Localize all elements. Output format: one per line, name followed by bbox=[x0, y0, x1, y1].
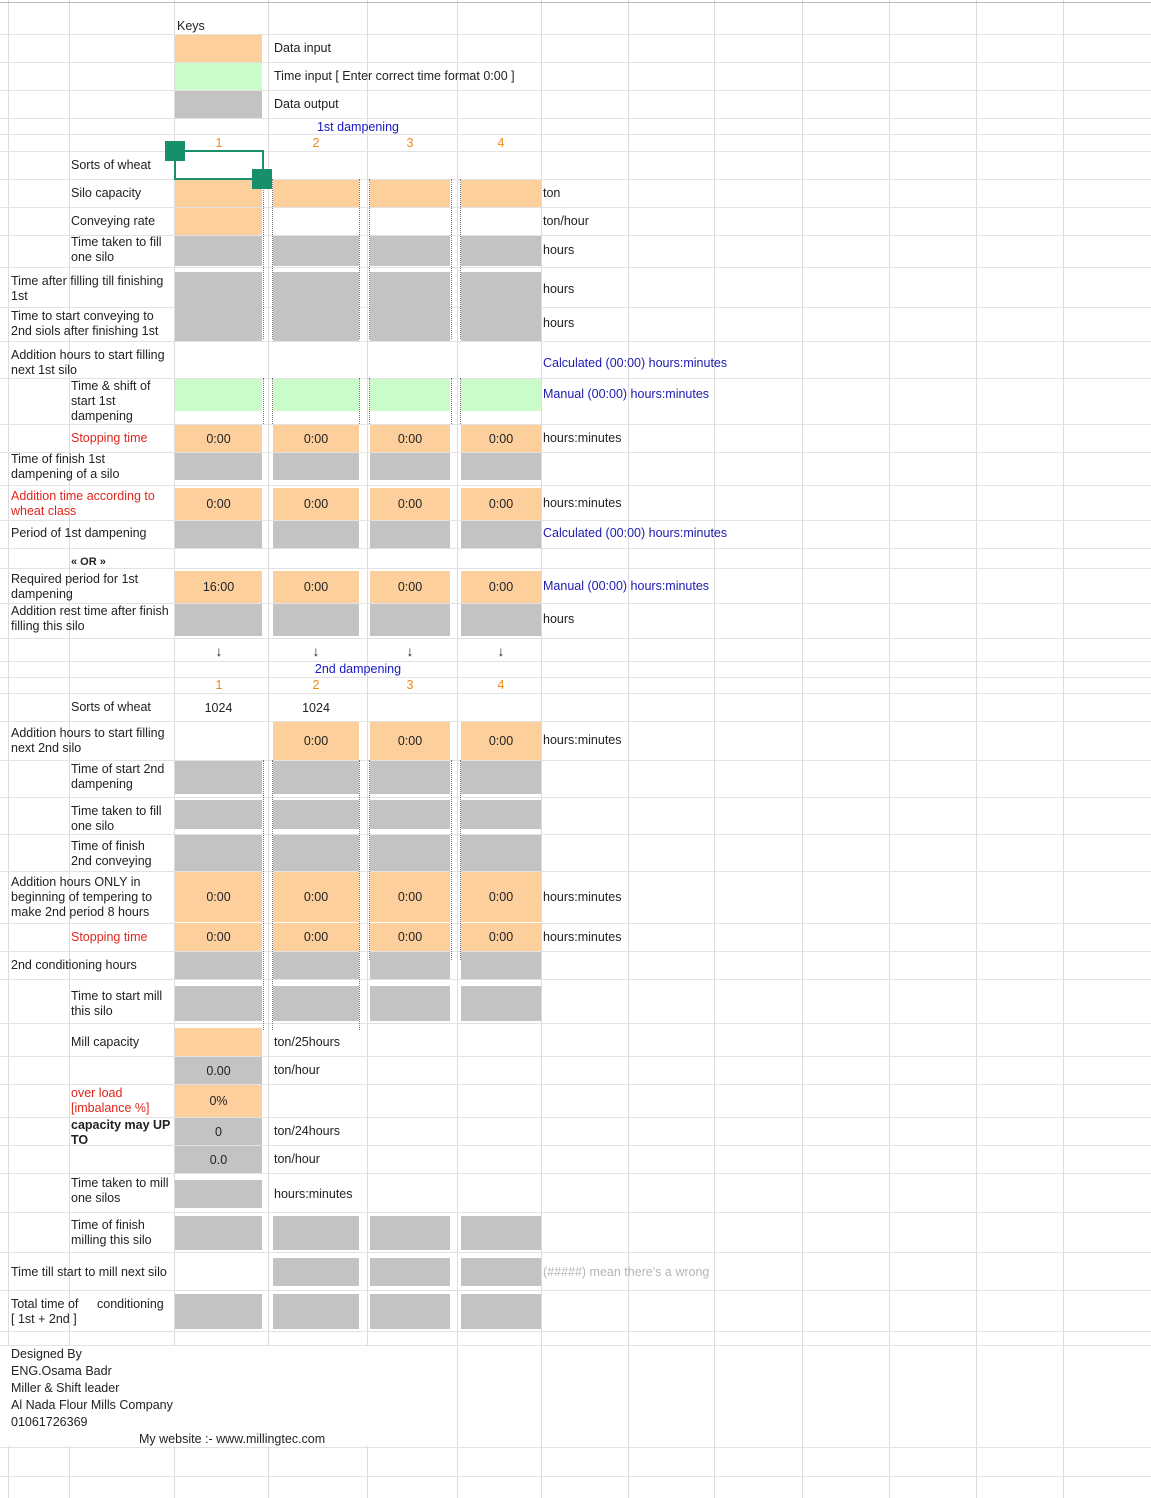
add-only-input-1[interactable]: 0:00 bbox=[175, 872, 262, 922]
cond-hours-output-3 bbox=[370, 952, 450, 979]
after-fill-output-3 bbox=[370, 272, 450, 341]
conveying-rate-input-1[interactable] bbox=[175, 208, 262, 235]
rest-output-2 bbox=[273, 604, 359, 636]
required-period-input-1[interactable]: 16:00 bbox=[175, 571, 262, 603]
key-swatch-output bbox=[175, 91, 262, 118]
label-finish-2nd-conveying: Time of finish 2nd conveying bbox=[71, 839, 152, 868]
time-fill-2-output-3 bbox=[370, 800, 450, 829]
arrow-down-icon: ↓ bbox=[312, 643, 320, 659]
footer-website[interactable]: My website :- www.millingtec.com bbox=[139, 1432, 326, 1446]
keys-title: Keys bbox=[177, 19, 205, 33]
cond-hours-output-1 bbox=[175, 952, 262, 979]
add-class-input-1[interactable]: 0:00 bbox=[175, 488, 262, 520]
unit-hm-only: hours:minutes bbox=[543, 890, 622, 904]
start-2nd-output-4 bbox=[461, 761, 541, 794]
time-fill-2-output-1 bbox=[175, 800, 262, 829]
label-shift-start: Time & shift of start 1st dampening bbox=[71, 379, 151, 423]
stopping-time-2-input-4[interactable]: 0:00 bbox=[461, 923, 541, 951]
after-fill-output-2 bbox=[273, 272, 359, 341]
finish-mill-output-1 bbox=[175, 1216, 262, 1250]
or-separator: « OR » bbox=[71, 556, 106, 568]
overload-input[interactable]: 0% bbox=[175, 1085, 262, 1117]
sorts-value-1: 1024 bbox=[204, 700, 233, 715]
label-total-c: [ 1st + 2nd ] bbox=[11, 1312, 77, 1326]
unit-calculated-1: Calculated (00:00) hours:minutes bbox=[543, 356, 728, 370]
silo-capacity-input-1[interactable] bbox=[175, 180, 262, 207]
finish-mill-output-4 bbox=[461, 1216, 541, 1250]
total-output-3 bbox=[370, 1294, 450, 1329]
selection-range[interactable] bbox=[174, 150, 264, 180]
add-only-input-3[interactable]: 0:00 bbox=[370, 872, 450, 922]
label-after-fill: Time after filling till finishing 1st bbox=[11, 274, 164, 303]
finish-conv-output-4 bbox=[461, 835, 541, 871]
finish-1st-output-3 bbox=[370, 453, 450, 480]
stopping-time-1-input-4[interactable]: 0:00 bbox=[461, 425, 541, 452]
arrow-down-icon: ↓ bbox=[215, 643, 223, 659]
label-rest-time: Addition rest time after finish filling this silo bbox=[11, 604, 169, 633]
stopping-time-2-input-2[interactable]: 0:00 bbox=[273, 923, 359, 951]
stopping-time-2-input-1[interactable]: 0:00 bbox=[175, 923, 262, 951]
label-till-next: Time till start to mill next silo bbox=[11, 1265, 167, 1279]
period-output-4 bbox=[461, 521, 541, 548]
label-capacity-up-to: capacity may UP TO bbox=[71, 1118, 171, 1147]
unit-manual-2: Manual (00:00) hours:minutes bbox=[543, 579, 710, 593]
silo-capacity-input-3[interactable] bbox=[370, 180, 450, 207]
label-required-period: Required period for 1st dampening bbox=[11, 572, 139, 601]
add-class-input-3[interactable]: 0:00 bbox=[370, 488, 450, 520]
time-fill-output-2 bbox=[273, 236, 359, 266]
shift-start-input-3[interactable] bbox=[370, 379, 450, 411]
stopping-time-1-input-1[interactable]: 0:00 bbox=[175, 425, 262, 452]
first-col-3: 3 bbox=[406, 136, 414, 150]
key-time-input-label: Time input [ Enter correct time format 0:00 ] bbox=[274, 69, 515, 83]
label-add-hours-2: Addition hours to start filling next 2nd silo bbox=[11, 726, 165, 755]
shift-start-input-2[interactable] bbox=[273, 379, 359, 411]
finish-1st-output-4 bbox=[461, 453, 541, 480]
till-next-output-2 bbox=[273, 1258, 359, 1286]
label-period-1st: Period of 1st dampening bbox=[11, 526, 147, 540]
second-col-2: 2 bbox=[312, 678, 320, 692]
second-dampening-header: 2nd dampening bbox=[314, 662, 402, 676]
stopping-time-2-input-3[interactable]: 0:00 bbox=[370, 923, 450, 951]
unit-calculated-2: Calculated (00:00) hours:minutes bbox=[543, 526, 728, 540]
time-mill-output bbox=[175, 1180, 262, 1208]
label-start-conveying: Time to start conveying to 2nd siols after finishing 1st bbox=[11, 309, 159, 338]
finish-conv-output-3 bbox=[370, 835, 450, 871]
unit-ton-hour-1: ton/hour bbox=[274, 1063, 320, 1077]
start-mill-output-1 bbox=[175, 986, 262, 1021]
label-finish-milling: Time of finish milling this silo bbox=[71, 1218, 152, 1247]
total-output-1 bbox=[175, 1294, 262, 1329]
after-fill-output-4 bbox=[461, 272, 541, 341]
add-only-input-4[interactable]: 0:00 bbox=[461, 872, 541, 922]
finish-conv-output-2 bbox=[273, 835, 359, 871]
key-data-output-label: Data output bbox=[274, 97, 339, 111]
after-fill-output-1 bbox=[175, 272, 262, 341]
required-period-input-4[interactable]: 0:00 bbox=[461, 571, 541, 603]
finish-1st-output-1 bbox=[175, 453, 262, 480]
footer-phone: 01061726369 bbox=[11, 1415, 88, 1429]
start-2nd-output-1 bbox=[175, 761, 262, 794]
label-silo-capacity: Silo capacity bbox=[71, 186, 142, 200]
unit-ton-24hours: ton/24hours bbox=[274, 1124, 341, 1138]
shift-start-input-4[interactable] bbox=[461, 379, 541, 411]
start-mill-output-2 bbox=[273, 986, 359, 1021]
label-mill-capacity: Mill capacity bbox=[71, 1035, 140, 1049]
unit-hours-2: hours bbox=[543, 282, 575, 296]
unit-ton: ton bbox=[543, 186, 561, 200]
first-col-4: 4 bbox=[497, 136, 505, 150]
rest-output-1 bbox=[175, 604, 262, 636]
finish-mill-output-3 bbox=[370, 1216, 450, 1250]
key-swatch-time bbox=[175, 63, 262, 90]
period-output-3 bbox=[370, 521, 450, 548]
till-next-output-4 bbox=[461, 1258, 541, 1286]
label-total-b: conditioning bbox=[97, 1297, 164, 1311]
second-col-3: 3 bbox=[406, 678, 414, 692]
error-note: (#####) mean there's a wrong bbox=[543, 1265, 710, 1279]
finish-mill-output-2 bbox=[273, 1216, 359, 1250]
finish-conv-output-1 bbox=[175, 835, 262, 871]
label-start-mill: Time to start mill this silo bbox=[71, 989, 163, 1018]
unit-hm-add: hours:minutes bbox=[543, 733, 622, 747]
total-output-4 bbox=[461, 1294, 541, 1329]
cond-hours-output-4 bbox=[461, 952, 541, 979]
label-add-only: Addition hours ONLY in beginning of tempering to make 2nd period 8 hours bbox=[11, 875, 153, 919]
label-total-a: Total time of bbox=[11, 1297, 79, 1311]
cond-hours-output-2 bbox=[273, 952, 359, 979]
selection-handle-start[interactable] bbox=[165, 141, 185, 161]
unit-ton-hour: ton/hour bbox=[543, 214, 589, 228]
start-mill-output-3 bbox=[370, 986, 450, 1021]
selection-handle-end[interactable] bbox=[252, 169, 272, 189]
label-finish-1st: Time of finish 1st dampening of a silo bbox=[11, 452, 120, 481]
time-fill-output-4 bbox=[461, 236, 541, 266]
unit-hm-mill: hours:minutes bbox=[274, 1187, 353, 1201]
capacity-hour-output: 0.0 bbox=[175, 1146, 262, 1173]
add-only-input-2[interactable]: 0:00 bbox=[273, 872, 359, 922]
capacity-24-output: 0 bbox=[175, 1118, 262, 1145]
label-time-mill: Time taken to mill one silos bbox=[71, 1176, 169, 1205]
label-sorts-of-wheat-1: Sorts of wheat bbox=[71, 158, 151, 172]
sorts-value-2: 1024 bbox=[302, 700, 330, 715]
second-col-4: 4 bbox=[497, 678, 505, 692]
label-over-load: over load [imbalance %] bbox=[71, 1086, 150, 1115]
mill-capacity-input[interactable] bbox=[175, 1028, 262, 1056]
add-class-input-4[interactable]: 0:00 bbox=[461, 488, 541, 520]
time-fill-output-1 bbox=[175, 236, 262, 266]
mill-rate-output: 0.00 bbox=[175, 1057, 262, 1084]
unit-ton-hour-2: ton/hour bbox=[274, 1152, 320, 1166]
label-sorts-of-wheat-2: Sorts of wheat bbox=[71, 700, 151, 714]
footer-name: ENG.Osama Badr bbox=[11, 1364, 112, 1378]
unit-hm-1: hours:minutes bbox=[543, 431, 622, 445]
first-col-1: 1 bbox=[215, 136, 223, 150]
time-fill-output-3 bbox=[370, 236, 450, 266]
shift-start-input-1[interactable] bbox=[175, 379, 262, 411]
unit-hm-2: hours:minutes bbox=[543, 496, 622, 510]
start-mill-output-4 bbox=[461, 986, 541, 1021]
stopping-time-1-input-3[interactable]: 0:00 bbox=[370, 425, 450, 452]
label-cond-hours: 2nd conditioning hours bbox=[11, 958, 137, 972]
total-output-2 bbox=[273, 1294, 359, 1329]
first-dampening-header: 1st dampening bbox=[316, 120, 399, 134]
label-time-fill-1: Time taken to fill one silo bbox=[71, 235, 162, 264]
arrow-down-icon: ↓ bbox=[497, 643, 505, 659]
silo-capacity-input-2[interactable] bbox=[273, 180, 359, 207]
stopping-time-1-input-2[interactable]: 0:00 bbox=[273, 425, 359, 452]
silo-capacity-input-4[interactable] bbox=[461, 180, 541, 207]
time-fill-2-output-4 bbox=[461, 800, 541, 829]
unit-ton-25hours: ton/25hours bbox=[274, 1035, 341, 1049]
key-swatch-input bbox=[175, 35, 262, 62]
required-period-input-3[interactable]: 0:00 bbox=[370, 571, 450, 603]
add-hours-2-input-3[interactable]: 0:00 bbox=[370, 722, 450, 760]
add-hours-2-input-2[interactable]: 0:00 bbox=[273, 722, 359, 760]
second-col-1: 1 bbox=[215, 678, 223, 692]
required-period-input-2[interactable]: 0:00 bbox=[273, 571, 359, 603]
period-output-1 bbox=[175, 521, 262, 548]
rest-output-3 bbox=[370, 604, 450, 636]
unit-hours-4: hours bbox=[543, 612, 575, 626]
add-class-input-2[interactable]: 0:00 bbox=[273, 488, 359, 520]
rest-output-4 bbox=[461, 604, 541, 636]
footer-designed: Designed By bbox=[11, 1347, 82, 1361]
add-hours-2-input-4[interactable]: 0:00 bbox=[461, 722, 541, 760]
period-output-2 bbox=[273, 521, 359, 548]
label-add-hours-1: Addition hours to start filling next 1st silo bbox=[11, 348, 165, 377]
label-start-2nd: Time of start 2nd dampening bbox=[71, 762, 165, 791]
start-2nd-output-2 bbox=[273, 761, 359, 794]
label-time-fill-2: Time taken to fill one silo bbox=[71, 804, 162, 833]
unit-hours-3: hours bbox=[543, 316, 575, 330]
till-next-output-3 bbox=[370, 1258, 450, 1286]
finish-1st-output-2 bbox=[273, 453, 359, 480]
label-add-time-class: Addition time according to wheat class bbox=[11, 489, 155, 518]
footer-company: Al Nada Flour Mills Company bbox=[11, 1398, 173, 1412]
time-fill-2-output-2 bbox=[273, 800, 359, 829]
key-data-input-label: Data input bbox=[274, 41, 331, 55]
label-stopping-time-2: Stopping time bbox=[71, 930, 148, 944]
unit-hm-stop: hours:minutes bbox=[543, 930, 622, 944]
arrow-down-icon: ↓ bbox=[406, 643, 414, 659]
unit-manual-1: Manual (00:00) hours:minutes bbox=[543, 387, 710, 401]
start-2nd-output-3 bbox=[370, 761, 450, 794]
unit-hours-1: hours bbox=[543, 243, 575, 257]
label-stopping-time-1: Stopping time bbox=[71, 431, 148, 445]
first-col-2: 2 bbox=[312, 136, 320, 150]
footer-role: Miller & Shift leader bbox=[11, 1381, 120, 1395]
label-conveying-rate: Conveying rate bbox=[71, 214, 156, 228]
